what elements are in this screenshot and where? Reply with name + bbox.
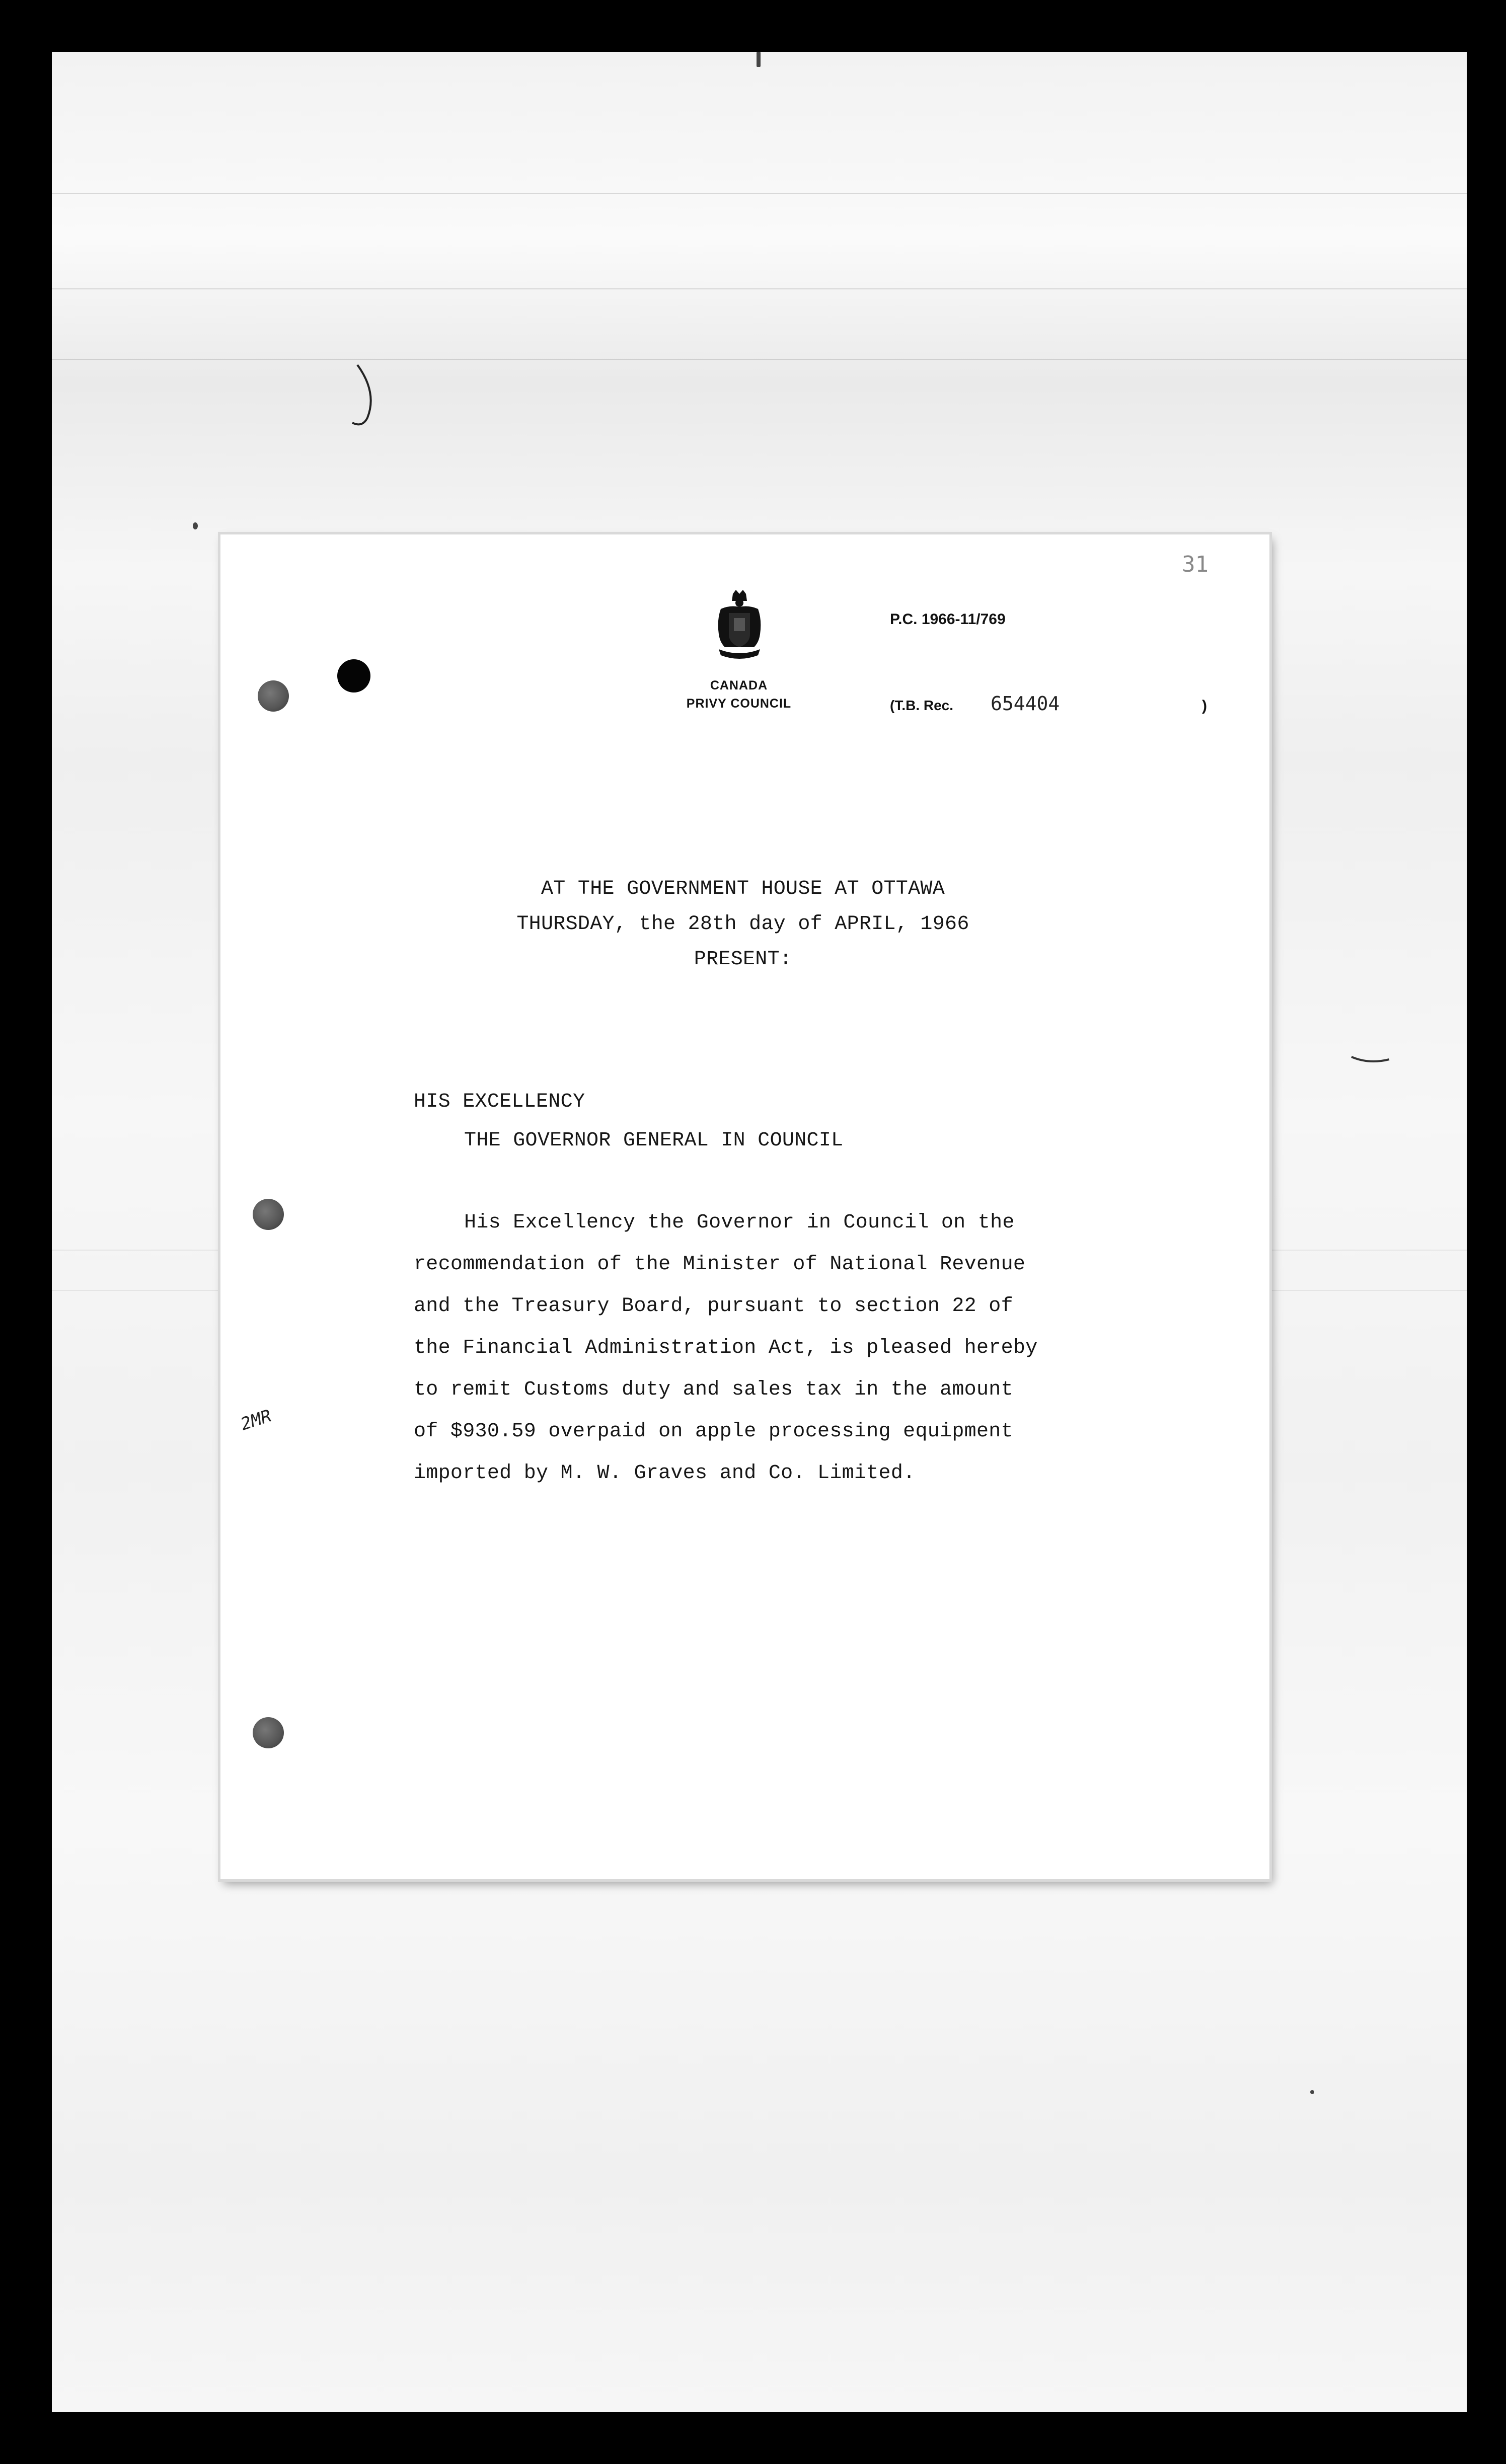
pencil-mark-icon [347, 362, 388, 433]
margin-note: 2MR [238, 1406, 274, 1435]
film-scratch [52, 288, 1467, 289]
body-line: to remit Customs duty and sales tax in the amount [414, 1378, 1013, 1401]
body-line: recommendation of the Minister of National Revenue [414, 1253, 1026, 1276]
body-line: the Financial Administration Act, is pleased hereby [414, 1337, 1038, 1359]
punch-hole [337, 659, 370, 692]
document-page [220, 534, 1269, 1879]
film-scratch [52, 359, 1467, 360]
crest-label-privy-council: PRIVY COUNCIL [686, 697, 792, 711]
film-scratch [52, 193, 1467, 194]
film-speck [193, 522, 198, 529]
tb-rec-number: 654404 [991, 692, 1060, 715]
punch-hole [253, 1717, 284, 1748]
body-line: and the Treasury Board, pursuant to section 22 of [414, 1295, 1013, 1318]
heading-line-2: THURSDAY, the 28th day of APRIL, 1966 [516, 913, 969, 936]
pencil-mark-icon [1349, 1052, 1394, 1067]
page-number: 31 [1182, 552, 1209, 577]
tb-rec-close: ) [1202, 698, 1207, 714]
tb-rec-label: (T.B. Rec. [890, 698, 954, 713]
body-line: imported by M. W. Graves and Co. Limited. [414, 1462, 916, 1485]
film-speck [757, 52, 761, 67]
pc-number-text: P.C. 1966-11/769 [890, 611, 1006, 628]
heading-line-3: PRESENT: [694, 948, 792, 971]
punch-hole [258, 680, 289, 712]
punch-hole [253, 1199, 284, 1230]
crest-label-canada: CANADA [710, 678, 768, 692]
heading-line-1: AT THE GOVERNMENT HOUSE AT OTTAWA [541, 878, 945, 900]
coat-of-arms-icon [714, 590, 765, 668]
body-line: of $930.59 overpaid on apple processing equipment [414, 1420, 1013, 1443]
pc-number [890, 610, 1006, 628]
salutation-line-1: HIS EXCELLENCY [414, 1091, 585, 1113]
film-speck [1310, 2090, 1314, 2094]
body-line: His Excellency the Governor in Council on the [464, 1211, 1015, 1234]
salutation-line-2: THE GOVERNOR GENERAL IN COUNCIL [464, 1129, 844, 1152]
